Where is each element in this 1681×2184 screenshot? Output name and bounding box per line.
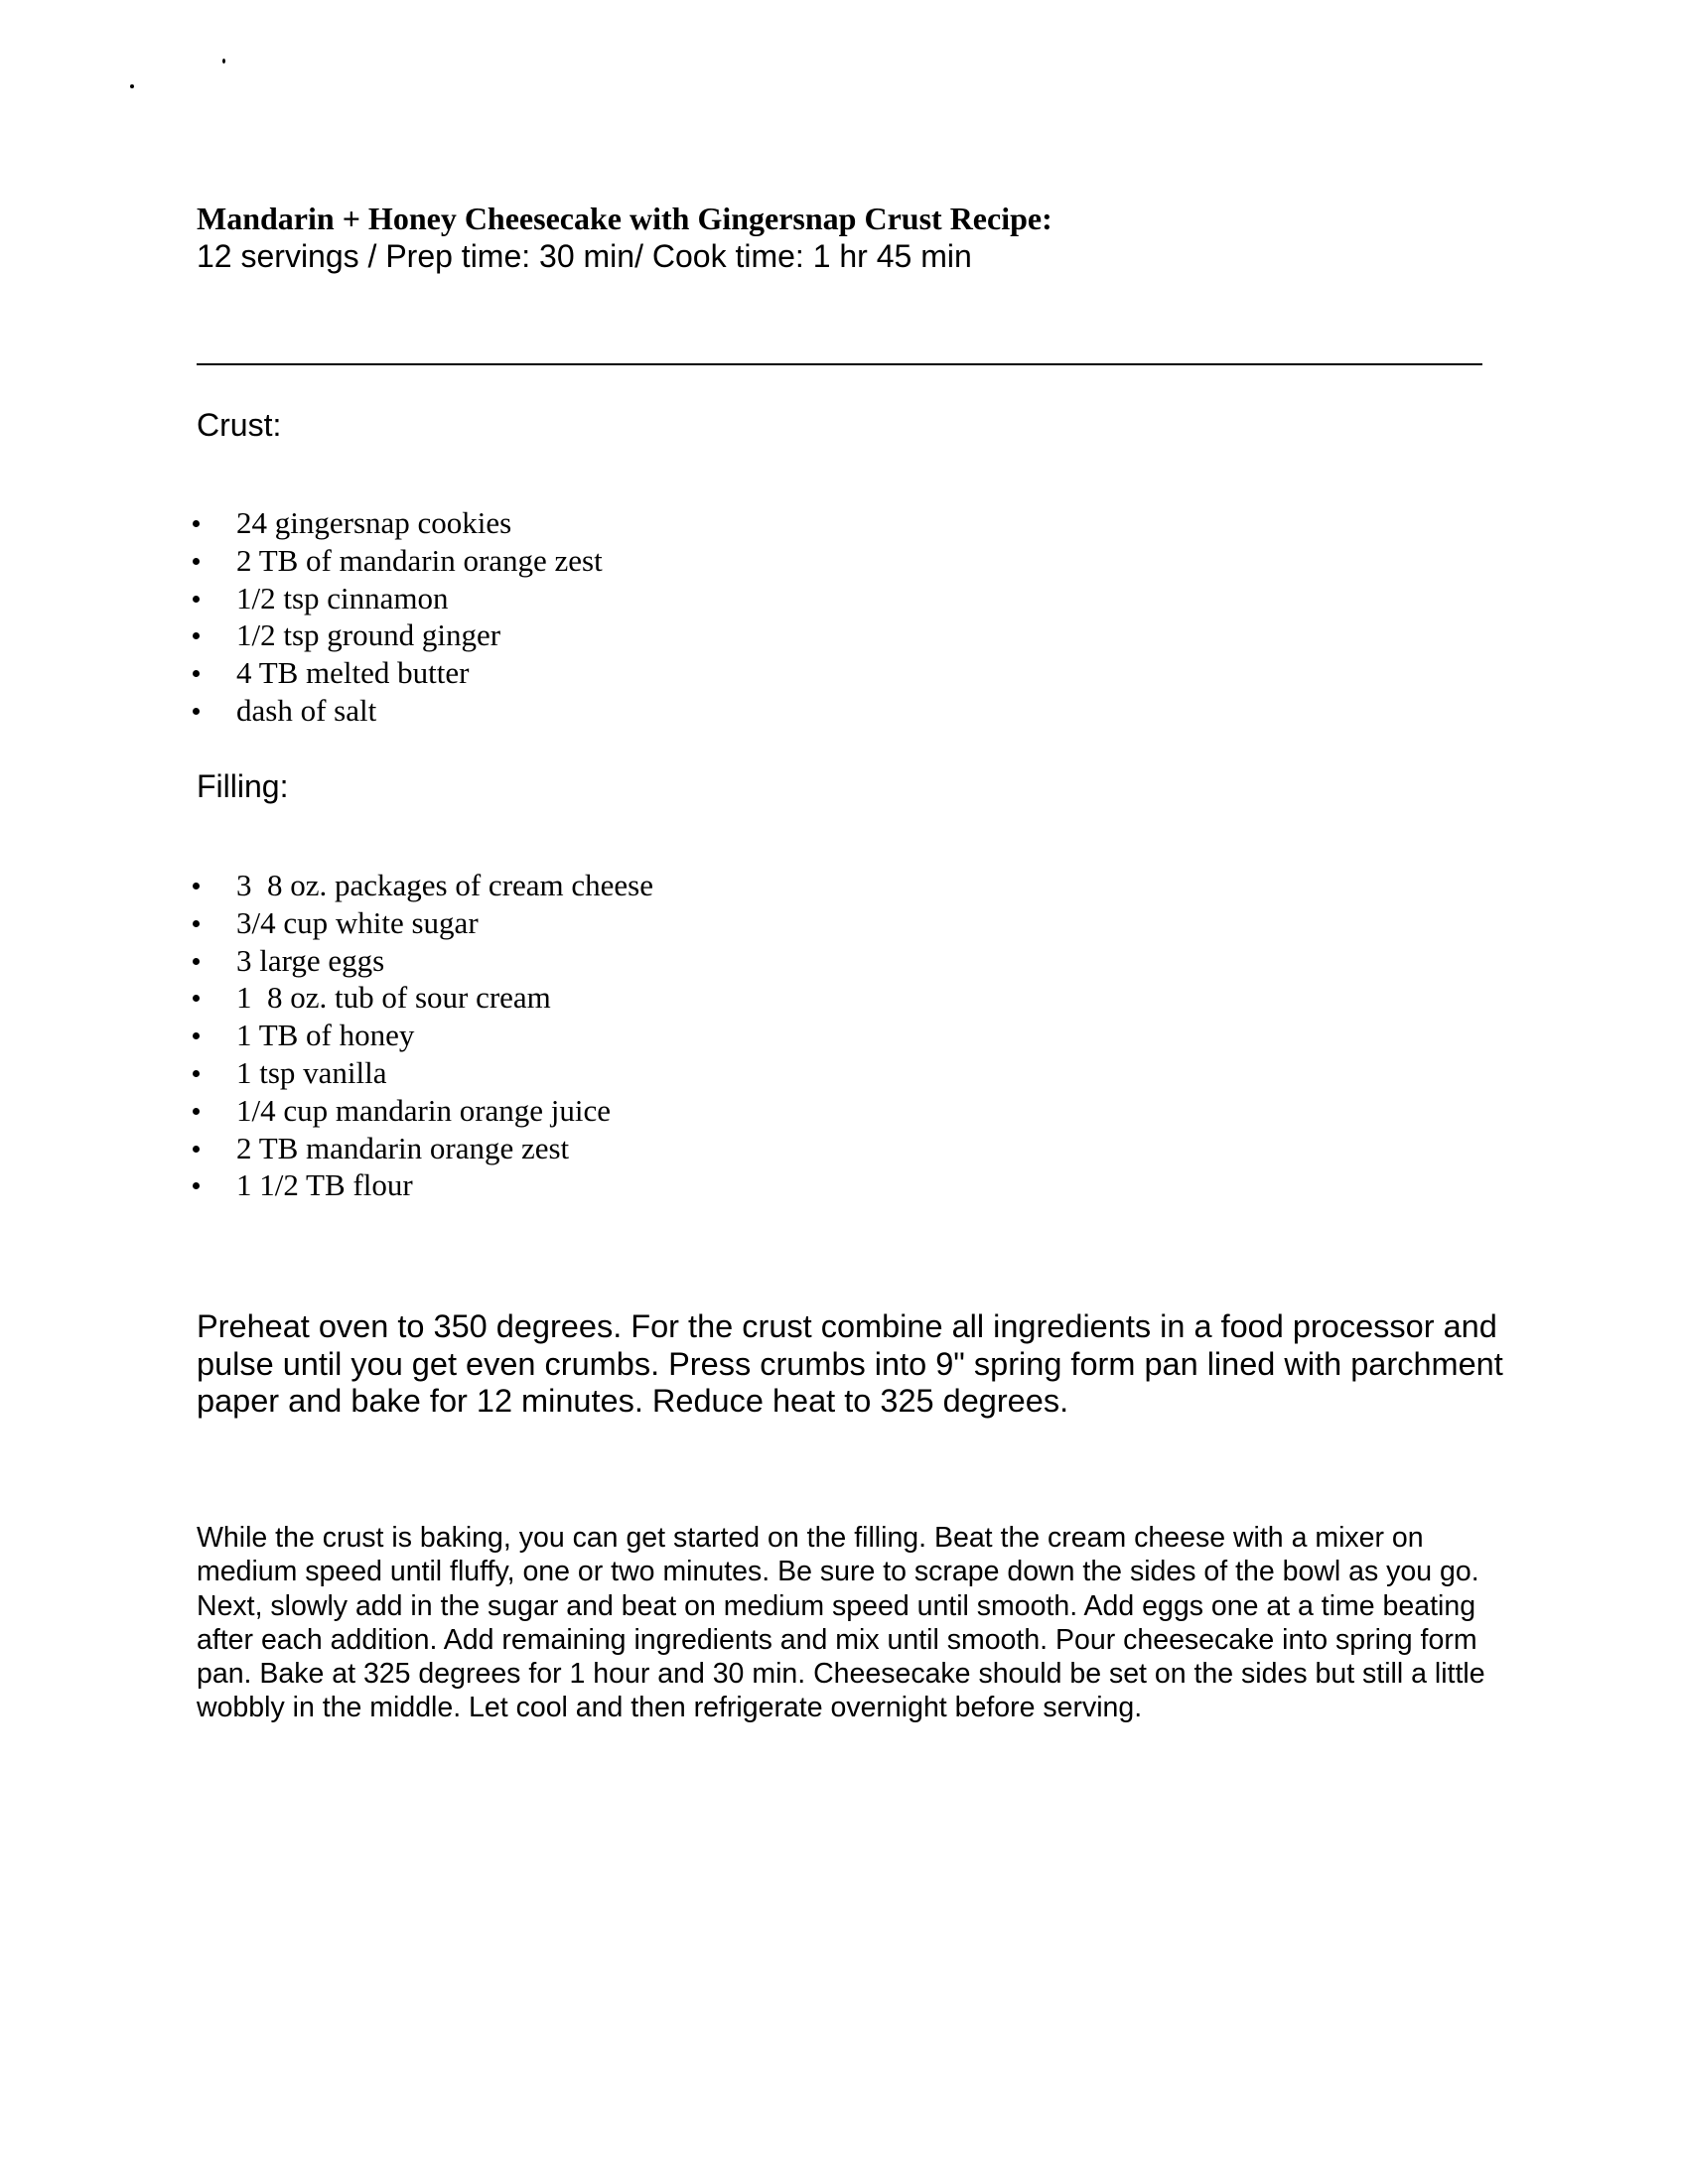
filling-heading: Filling: [197, 768, 289, 804]
filling-ingredient-list [189, 867, 653, 1204]
list-item [189, 1166, 653, 1204]
list-item [189, 1130, 653, 1167]
ingredient-text: dash of salt [236, 692, 377, 728]
ingredient-text: 3 large eggs [236, 942, 385, 978]
bullet-icon [193, 958, 200, 965]
ingredient-text: 4 TB melted butter [236, 655, 470, 691]
bullet-icon [193, 1108, 200, 1115]
crust-heading: Crust: [197, 407, 282, 443]
list-item [189, 616, 603, 654]
instruction-paragraph-filling: While the crust is baking, you can get started on the filling. Beat the cream cheese with a mixer on medium speed until fluffy, one or two minutes. Be sure to scrape down the sides of the bowl as you go. Next, slowly add in the sugar and beat on medium speed until smooth. Add eggs one at a time beating after each addition. Add remaining ingredients and mix until smooth. Pour cheesecake into spring form pan. Bake at 325 degrees for 1 hour and 30 min. Cheesecake should be set on the sides but still a little wobbly in the middle. Let cool and then refrigerate overnight before serving. [197, 1522, 1485, 1724]
bullet-icon [193, 920, 200, 927]
bullet-icon [193, 1182, 200, 1189]
ingredient-text: 1 TB of honey [236, 1018, 415, 1053]
ingredient-text: 3 8 oz. packages of cream cheese [236, 868, 653, 902]
bullet-icon [193, 596, 200, 603]
bullet-icon [193, 883, 200, 889]
ingredient-text: 1/4 cup mandarin orange juice [236, 1092, 612, 1128]
list-item [189, 867, 653, 904]
scan-speck [222, 59, 225, 64]
list-item [189, 1017, 653, 1054]
bullet-icon [193, 1146, 200, 1153]
bullet-icon [193, 1070, 200, 1077]
bullet-icon [193, 1032, 200, 1039]
list-item [189, 1092, 653, 1130]
ingredient-text: 1 8 oz. tub of sour cream [236, 980, 551, 1016]
recipe-subtitle: 12 servings / Prep time: 30 min/ Cook time: 1 hr 45 min [197, 238, 972, 274]
bullet-icon [193, 708, 200, 715]
bullet-icon [193, 632, 200, 639]
ingredient-text: 1 tsp vanilla [236, 1054, 387, 1090]
list-item [189, 1054, 653, 1092]
instruction-paragraph-crust: Preheat oven to 350 degrees. For the crust combine all ingredients in a food processor and pulse until you get even crumbs. Press crumbs into 9" spring form pan lined with parchment paper and bake for 12 minutes. Reduce heat to 325 degrees. [197, 1308, 1503, 1419]
list-item [189, 654, 603, 692]
scan-speck [130, 84, 134, 88]
ingredient-text: 1 1/2 TB flour [236, 1167, 413, 1203]
bullet-icon [193, 995, 200, 1002]
recipe-title: Mandarin + Honey Cheesecake with Gingersnap Crust Recipe: [197, 201, 1052, 236]
ingredient-text: 2 TB mandarin orange zest [236, 1130, 570, 1165]
list-item [189, 942, 653, 980]
ingredient-text: 1/2 tsp cinnamon [236, 580, 449, 615]
horizontal-rule [197, 363, 1482, 365]
bullet-icon [193, 520, 200, 527]
list-item [189, 692, 603, 730]
list-item [189, 979, 653, 1017]
bullet-icon [193, 670, 200, 677]
crust-ingredient-list [189, 504, 603, 730]
ingredient-text: 3/4 cup white sugar [236, 904, 479, 940]
ingredient-text: 24 gingersnap cookies [236, 505, 512, 540]
list-item [189, 542, 603, 580]
list-item [189, 504, 603, 542]
list-item [189, 580, 603, 617]
bullet-icon [193, 558, 200, 565]
list-item [189, 904, 653, 942]
ingredient-text: 1/2 tsp ground ginger [236, 617, 501, 653]
ingredient-text: 2 TB of mandarin orange zest [236, 542, 603, 578]
